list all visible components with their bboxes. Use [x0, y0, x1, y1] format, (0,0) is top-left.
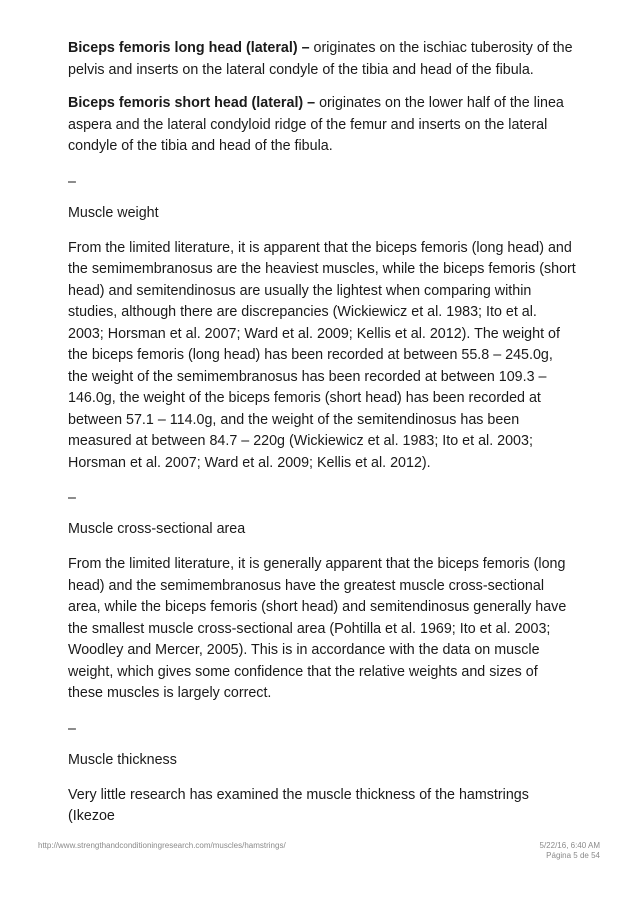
- page-content: [68, 38, 576, 840]
- paragraph-muscle-csa: From the limited literature, it is generally apparent that the biceps femoris (long head) and the semimembranosus have the greatest muscle cross-sectional area, while the biceps femoris (short head) and semitendinosus generally have the smallest muscle cross-sectional area (Pohtilla et al. 1969; Ito et al. 2003; Woodley and Mercer, 2005). This is in accordance with the data on muscle weight, which gives some confidence that the relative weights and sizes of these muscles is largely correct.: [68, 556, 567, 701]
- paragraph-muscle-weight: From the limited literature, it is apparent that the biceps femoris (long head) and the semimembranosus are the heaviest muscles, while the biceps femoris (short head) and semitendinosus are usually the lightest when comparing within studies, although there are discrepancies (Wickiewicz et al. 1983; Ito et al. 2003; Horsman et al. 2007; Ward et al. 2009; Kellis et al. 2012). The weight of the biceps femoris (long head) has been recorded at between 55.8 – 245.0g, the weight of the semimembranosus has been recorded at between 109.3 – 146.0g, the weight of the biceps femoris (short head) has been recorded at between 57.1 – 114.0g, and the weight of the semitendinosus has been measured at between 84.7 – 220g (Wickiewicz et al. 1983; Ito et al. 2003; Horsman et al. 2007; Ward et al. 2009; Kellis et al. 2012).: [68, 239, 576, 471]
- paragraph-muscle-thickness: Very little research has examined the muscle thickness of the hamstrings (Ikezoe: [68, 786, 529, 824]
- footer-url-link[interactable]: http://www.strengthandconditioningresearch.com/muscles/hamstrings/: [38, 841, 286, 850]
- separator-dash: –: [68, 720, 76, 737]
- separator-dash: –: [68, 173, 76, 190]
- paragraph-biceps-long-head: [68, 38, 576, 81]
- heading-muscle-weight: Muscle weight: [68, 204, 159, 221]
- separator-dash: –: [68, 490, 76, 506]
- biceps-long-head-text: originates on the ischiac tuberosity of the pelvis and inserts on the lateral condyle of the tibia and head of the fibula.: [68, 40, 573, 78]
- paragraph-biceps-short-head: [68, 93, 576, 158]
- footer-datetime: 5/22/16, 6:40 AM: [539, 841, 600, 850]
- biceps-long-head-title: Biceps femoris long head (lateral) –: [68, 40, 310, 56]
- heading-muscle-thickness: Muscle thickness: [68, 751, 177, 768]
- footer-page-number: Página 5 de 54: [546, 851, 600, 860]
- heading-muscle-csa: Muscle cross-sectional area: [68, 521, 246, 537]
- footer-meta: [540, 841, 601, 861]
- biceps-short-head-title: Biceps femoris short head (lateral) –: [68, 95, 316, 111]
- biceps-short-head-text: originates on the lower half of the linea aspera and the lateral condyloid ridge of the femur and inserts on the lateral condyle of the tibia and head of the fibula.: [68, 95, 564, 154]
